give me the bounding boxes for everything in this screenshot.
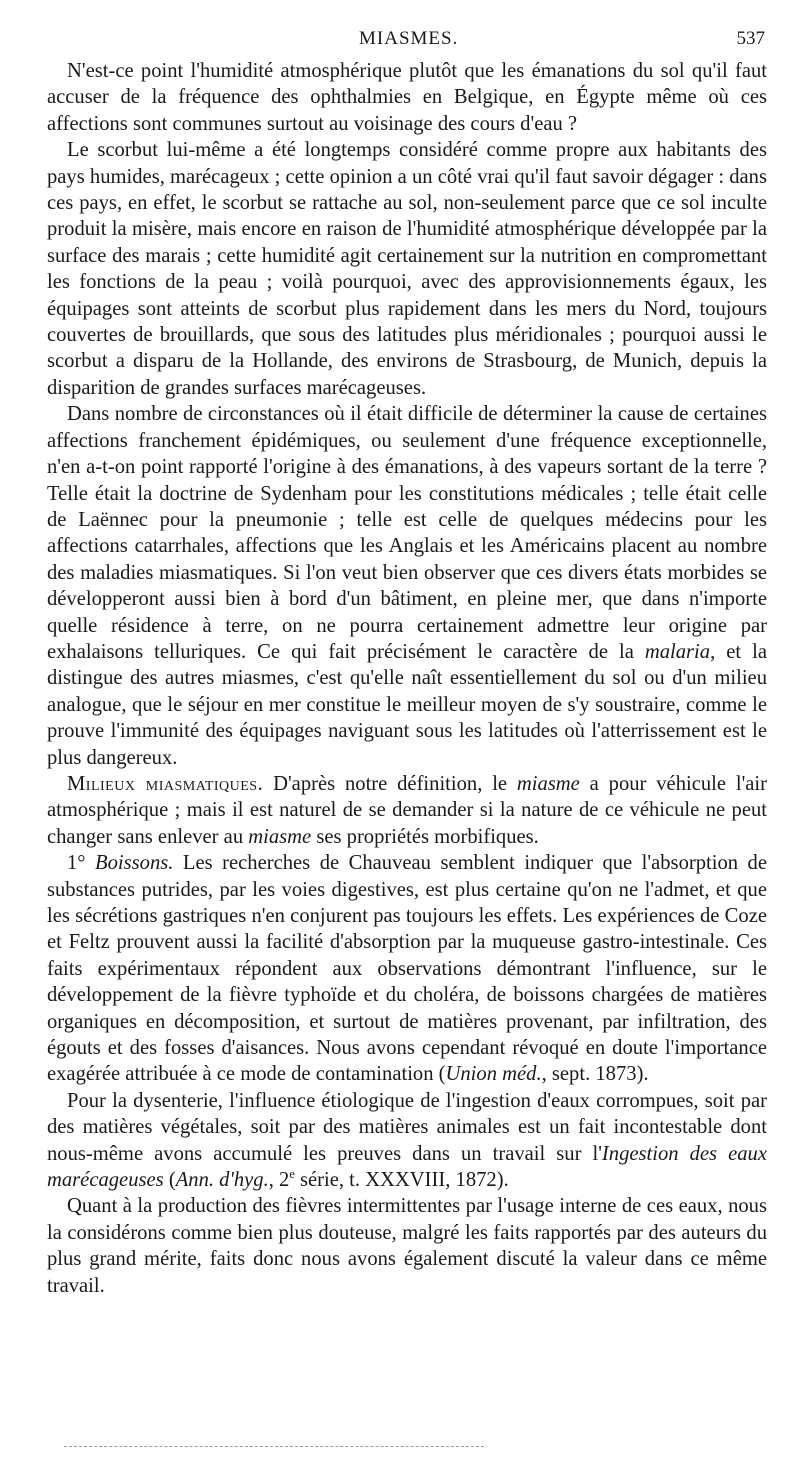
- section-lead: Milieux miasmatiques.: [67, 772, 264, 795]
- paragraph-text: Dans nombre de circonstances où il était difficile de déterminer la cause de certaines affections franchement épidémiques, ou seulement d'une fréquence exceptionnelle, n'en a-t-on point rapporté l'origine à des émanations, à des vapeurs sortant de la terre ? Telle était la doctrine de Sydenham pour les constitutions médicales ; telle était celle de Laënnec pour la pneumonie ; telle est celle de quelques médecins pour les affections catarrhales, affections que les Anglais et les Américains placent au nombre des maladies miasmatiques. Si l'on veut bien observer que ces divers états morbides se développeront aussi bien à bord d'un bâtiment, en pleine mer, que dans n'importe quelle résidence à terre, on ne pourra certainement admettre leur origine par exhalaisons telluriques. Ce qui fait précisément le caractère de la: [47, 403, 767, 663]
- running-head: [47, 28, 767, 58]
- paragraph-dysenterie: [47, 1088, 767, 1194]
- running-title: MIASMES.: [359, 28, 459, 49]
- citation-journal: Union méd.: [445, 1063, 542, 1086]
- paragraph-boissons: [47, 850, 767, 1088]
- italic-term: miasme: [248, 825, 312, 848]
- paragraph-text: D'après notre définition, le: [263, 772, 517, 795]
- footer-rule: [64, 1446, 484, 1447]
- section-lead: Boissons.: [95, 852, 174, 875]
- paragraph-text: Les recherches de Chauveau semblent indiquer que l'absorption de substances putrides, par les voies digestives, est plus certaine qu'on ne l'admet, et que les sécrétions gastriques n'en conjurent pas toujours les effets. Les expériences de Coze et Feltz prouvent aussi la facilité d'absorption par la muqueuse gastro-intestinale. Ces faits expérimentaux répondent aux observations démontrant l'influence, sur le développement de la fièvre typhoïde et du choléra, de boissons chargées de matières organiques en décomposition, et surtout de matières provenant, par infiltration, des égouts et des fosses d'aisances. Nous avons cependant révoqué en doute l'importance exagérée attribuée à ce mode de contamination (: [47, 852, 767, 1086]
- paragraph-milieux-miasmatiques: [47, 771, 767, 850]
- italic-term: miasme: [516, 772, 580, 795]
- paragraph-malaria: [47, 401, 767, 771]
- paragraph-text: ses propriétés morbifiques.: [311, 825, 539, 848]
- paragraph-scorbut: [47, 137, 767, 401]
- citation-journal: Ann. d'hyg.: [175, 1169, 269, 1192]
- paragraph-text: Quant à la production des fièvres intermittentes par l'usage interne de ces eaux, nous la considérons comme bien plus douteuse, malgré les faits rapportés par des auteurs du plus grand mérite, faits donc nous avons également discuté la valeur dans ce même travail.: [47, 1195, 767, 1297]
- paragraph-text: , 2: [268, 1169, 290, 1192]
- paragraph-text: (: [163, 1169, 176, 1192]
- paragraph-text: série, t. XXXVIII, 1872).: [294, 1169, 509, 1192]
- paragraph-text: Pour la dysenterie, l'influence étiologique de l'ingestion d'eaux corrompues, soit par des matières végétales, soit par des matières animales est un fait incontestable dont nous-même avons accumulé les preuves dans un travail sur l': [47, 1089, 767, 1165]
- paragraph-fievres: [47, 1193, 767, 1299]
- paragraph-text: Le scorbut lui-même a été longtemps considéré comme propre aux habitants des pays humides, marécageux ; cette opinion a un côté vrai qu'il faut savoir dégager : dans ces pays, en effet, le scorbut se rattache au sol, non-seulement parce que ce sol inculte produit la misère, mais encore en raison de l'humidité atmosphérique développée par la surface des marais ; cette humidité agit certainement sur la nutrition en compromettant les fonctions de la peau ; voilà pourquoi, avec des approvisionnements égaux, les équipages sont atteints de scorbut plus rapidement dans les mers du Nord, toujours couvertes de brouillards, que sous des latitudes plus méridionales ; pourquoi aussi le scorbut a disparu de la Hollande, des environs de Strasbourg, de Munich, depuis la disparition de grandes surfaces marécageuses.: [47, 139, 767, 399]
- section-number: 1°: [67, 852, 86, 875]
- citation-title: Ingestion des eaux marécageuses: [47, 1142, 767, 1192]
- italic-term: malaria: [644, 640, 711, 663]
- paragraph-text: , et la distingue des autres miasmes, c'est qu'elle naît essentiellement du sol ou d'un milieu analogue, que le séjour en mer constitue le meilleur moyen de s'y soustraire, comme le prouve l'immunité des équipages naviguant sous les latitudes où l'atterrissement est le plus dangereux.: [47, 640, 767, 769]
- page-number: 537: [736, 28, 765, 49]
- paragraph-text: N'est-ce point l'humidité atmosphérique plutôt que les émanations du sol qu'il faut accuser de la fréquence des ophthalmies en Belgique, en Égypte même où ces affections sont communes surtout au voisinage des cours d'eau ?: [47, 60, 767, 135]
- book-page: [47, 28, 767, 1299]
- paragraph-text: a pour véhicule l'air atmosphérique ; mais il est naturel de se demander si la nature de ce véhicule ne peut changer sans enlever au: [47, 772, 768, 848]
- paragraph-ophthalmies: [47, 58, 767, 137]
- body-text: [47, 58, 767, 1299]
- paragraph-text: , sept. 1873).: [541, 1063, 649, 1086]
- superscript: e: [289, 1167, 295, 1182]
